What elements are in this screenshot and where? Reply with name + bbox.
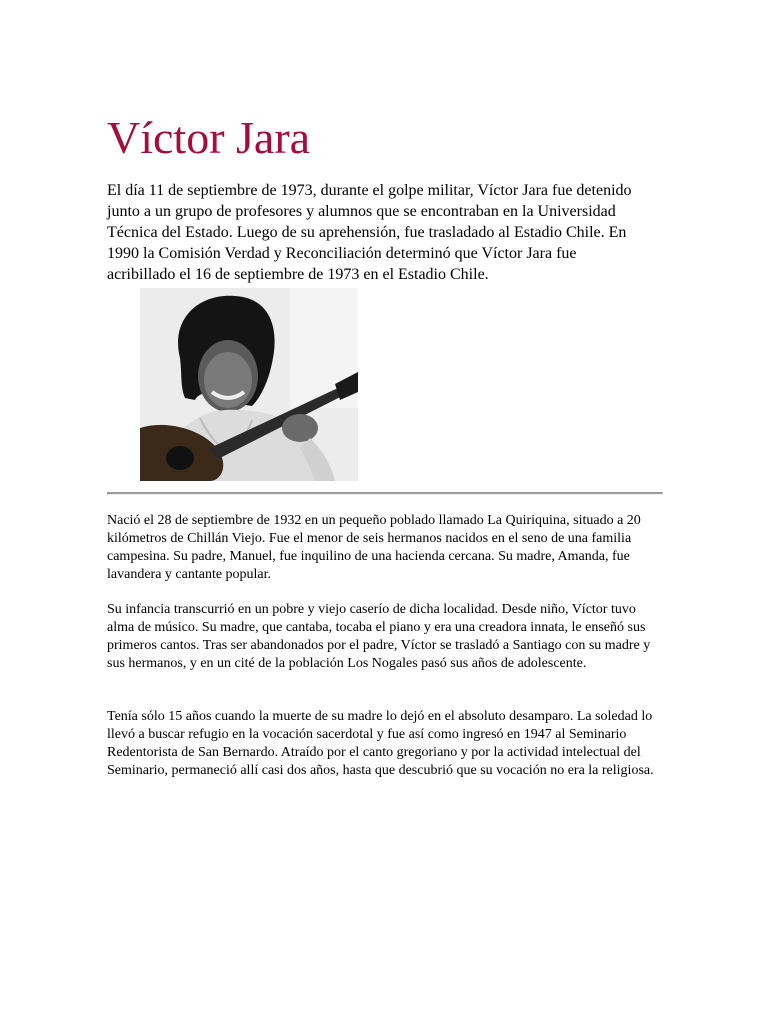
portrait-illustration xyxy=(140,288,358,481)
portrait-photo xyxy=(140,288,358,481)
section-divider xyxy=(107,492,663,495)
biography-paragraph: Tenía sólo 15 años cuando la muerte de su madre lo dejó en el absoluto desamparo. La soledad lo llevó a buscar refugio en la vocación sacerdotal y fue así como ingresó en 1947 al Seminario Redentorista de San Bernardo. Atraído por el canto gregoriano y por la actividad intelectual del Seminario, permaneció allí casi dos años, hasta que descubrió que su vocación no era la religiosa. xyxy=(107,709,654,778)
biography-paragraph: Nació el 28 de septiembre de 1932 en un pequeño poblado llamado La Quiriquina, situado a 20 kilómetros de Chillán Viejo. Fue el menor de seis hermanos nacidos en el seno de una familia campesina. Su padre, Manuel, fue inquilino de una hacienda cercana. Su madre, Amanda, fue lavandera y cantante popular. xyxy=(107,513,641,582)
page-title: Víctor Jara xyxy=(107,112,311,163)
biography-paragraph: Su infancia transcurrió en un pobre y viejo caserío de dicha localidad. Desde niño, Víctor tuvo alma de músico. Su madre, que cantaba, tocaba el piano y era una creadora innata, le enseñó sus primeros cantos. Tras ser abandonados por el padre, Víctor se trasladó a Santiago con su madre y sus hermanos, y en un cité de la población Los Nogales pasó sus años de adolescente. xyxy=(107,602,651,671)
intro-paragraph: El día 11 de septiembre de 1973, durante el golpe militar, Víctor Jara fue detenido junto a un grupo de profesores y alumnos que se encontraban en la Universidad Técnica del Estado. Luego de su aprehensión, fue trasladado al Estadio Chile. En 1990 la Comisión Verdad y Reconciliación determinó que Víctor Jara fue acribillado el 16 de septiembre de 1973 en el Estadio Chile. xyxy=(107,182,632,283)
